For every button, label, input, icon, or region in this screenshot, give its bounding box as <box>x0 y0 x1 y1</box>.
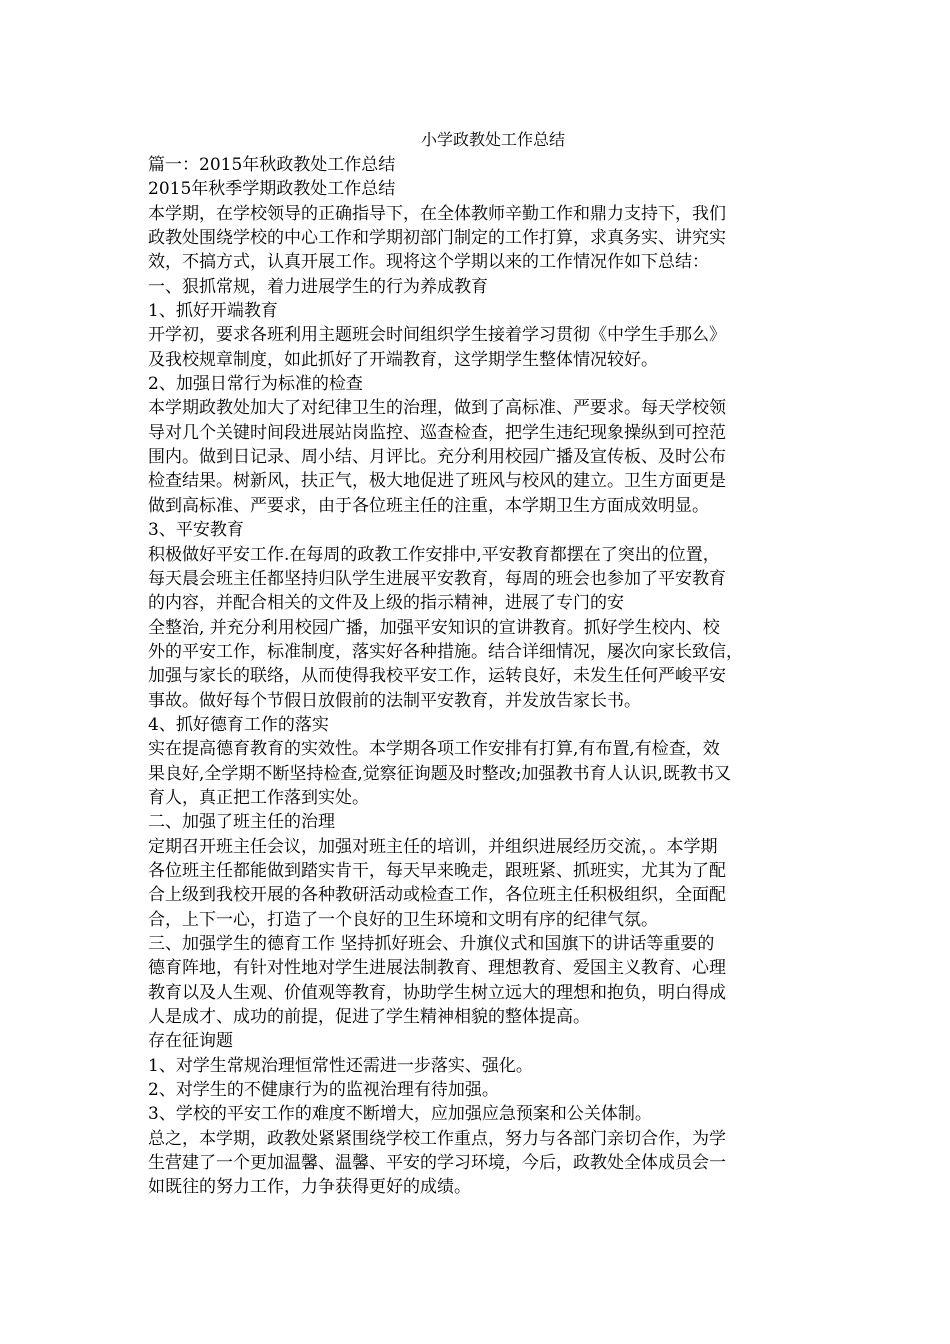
text-line: 教育以及人生观、价值观等教育，协助学生树立远大的理想和抱负，明白得成 <box>148 982 726 1003</box>
text-line: 政教处围绕学校的中心工作和学期初部门制定的工作打算，求真务实、讲究实 <box>148 228 726 249</box>
text-line: 合上级到我校开展的各种教研活动或检查工作，各位班主任积极组织，全面配 <box>148 885 726 906</box>
text-line: 事故。做好每个节假日放假前的法制平安教育，并发放告家长书。 <box>148 690 641 711</box>
text-line: 一、狠抓常规，着力进展学生的行为养成教育 <box>148 276 488 297</box>
text-line: 二、加强了班主任的治理 <box>148 812 335 833</box>
text-line: 本学期政教处加大了对纪律卫生的治理，做到了高标准、严要求。每天学校领 <box>148 398 726 419</box>
text-line: 实在提高德育教育的实效性。本学期各项工作安排有打算,有布置,有检查，效 <box>148 739 720 760</box>
text-line: 3、平安教育 <box>148 520 244 541</box>
text-line: 生营建了一个更加温馨、温馨、平安的学习环境，今后，政教处全体成员会一 <box>148 1153 726 1174</box>
text-line: 各位班主任都能做到踏实肯干，每天早来晚走，跟班紧、抓班实，尤其为了配 <box>148 860 726 881</box>
text-line: 1、对学生常规治理恒常性还需进一步落实、强化。 <box>148 1055 533 1076</box>
text-line: 合，上下一心，打造了一个良好的卫生环境和文明有序的纪律气氛。 <box>148 909 658 930</box>
text-line: 导对几个关键时间段进展站岗监控、巡查检查，把学生违纪现象操纵到可控范 <box>148 422 726 443</box>
text-line: 定期召开班主任会议，加强对班主任的培训，并组织进展经历交流，。本学期 <box>148 836 718 857</box>
document-body <box>148 153 810 1200</box>
text-line: 积极做好平安工作.在每周的政教工作安排中,平安教育都摆在了突出的位置， <box>148 544 720 565</box>
text-line: 本学期，在学校领导的正确指导下，在全体教师辛勤工作和鼎力支持下，我们 <box>148 203 726 224</box>
text-line: 每天晨会班主任都坚持归队学生进展平安教育，每周的班会也参加了平安教育 <box>148 568 726 589</box>
text-line: 4、抓好德育工作的落实 <box>148 714 329 735</box>
text-line: 总之，本学期，政教处紧紧围绕学校工作重点，努力与各部门亲切合作，为学 <box>148 1128 726 1149</box>
text-line: 三、加强学生的德育工作 坚持抓好班会、升旗仪式和国旗下的讲话等重要的 <box>148 934 715 954</box>
text-line: 2、加强日常行为标准的检查 <box>148 374 363 395</box>
text-line: 及我校规章制度，如此抓好了开端教育，这学期学生整体情况较好。 <box>148 349 658 370</box>
text-line: 篇一：2015年秋政教处工作总结 <box>148 155 396 175</box>
text-line: 存在征询题 <box>148 1031 233 1052</box>
text-line: 2015年秋季学期政教处工作总结 <box>148 179 396 200</box>
text-line: 外的平安工作，标准制度，落实好各种措施。结合详细情况，屡次向家长致信， <box>148 641 743 662</box>
text-line: 做到高标准、严要求，由于各位班主任的注重，本学期卫生方面成效明显。 <box>148 495 709 516</box>
text-line: 德育阵地，有针对性地对学生进展法制教育、理想教育、爱国主义教育、心理 <box>148 958 726 979</box>
text-line: 围内。做到日记录、周小结、月评比。充分利用校园广播及宣传板、及时公布 <box>148 447 726 468</box>
text-line: 1、抓好开端教育 <box>148 301 278 322</box>
text-line: 开学初，要求各班利用主题班会时间组织学生接着学习贯彻《中学生手那么》 <box>148 325 726 346</box>
text-line: 检查结果。树新风，扶正气，极大地促进了班风与校风的建立。卫生方面更是 <box>148 471 726 492</box>
text-line: 全整治, 并充分利用校园广播，加强平安知识的宣讲教育。抓好学生校内、校 <box>148 617 720 638</box>
text-line: 的内容，并配合相关的文件及上级的指示精神，进展了专门的安 <box>148 593 624 614</box>
document-page <box>148 127 810 1200</box>
text-line: 效，不搞方式，认真开展工作。现将这个学期以来的工作情况作如下总结： <box>148 252 709 273</box>
text-line: 如既往的努力工作，力争获得更好的成绩。 <box>148 1177 471 1198</box>
document-title: 小学政教处工作总结 <box>420 130 565 149</box>
text-line: 2、对学生的不健康行为的监视治理有待加强。 <box>148 1080 499 1101</box>
text-line: 加强与家长的联络，从而使得我校平安工作，运转良好，未发生任何严峻平安 <box>148 666 726 687</box>
text-line: 人是成才、成功的前提，促进了学生精神相貌的整体提高。 <box>148 1007 590 1028</box>
text-line: 育人，真正把工作落到实处。 <box>148 787 369 808</box>
text-line: 果良好,全学期不断坚持检查,觉察征询题及时整改;加强教书育人认识,既教书又 <box>148 763 731 784</box>
text-line: 3、学校的平安工作的难度不断增大，应加强应急预案和公关体制。 <box>148 1104 652 1125</box>
